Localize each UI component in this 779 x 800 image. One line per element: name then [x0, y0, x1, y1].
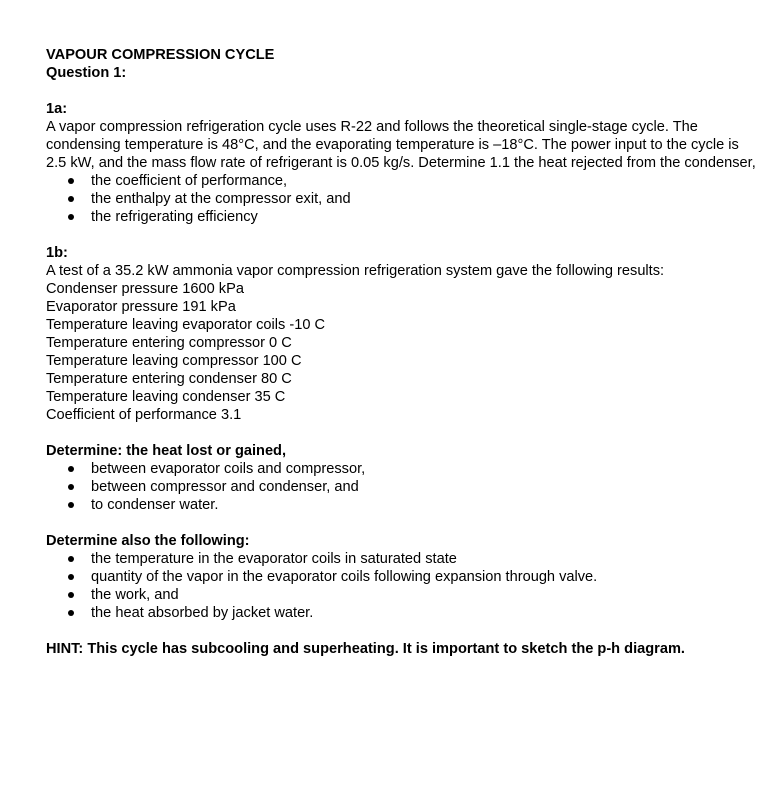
determine-also-bullet: quantity of the vapor in the evaporator coils following expansion through valve. [68, 568, 759, 586]
determine-also-bullet-list [46, 550, 759, 622]
determine-bullet: between evaporator coils and compressor, [68, 460, 759, 478]
determine-also-bullet: the heat absorbed by jacket water. [68, 604, 759, 622]
test-result-line: Temperature leaving evaporator coils -10 C [46, 317, 326, 333]
determine-bullet-list [46, 460, 759, 514]
test-result-line: Condenser pressure 1600 kPa [46, 281, 244, 297]
part-1a-label: 1a: [46, 101, 68, 117]
part-1b-label: 1b: [46, 245, 68, 261]
test-result-line: Temperature leaving condenser 35 C [46, 389, 286, 405]
part-1a-bullet-list [46, 172, 759, 226]
part-1a-text: A vapor compression refrigeration cycle uses R-22 and follows the theoretical single-stage cycle. The condensing temperature is 48°C, and the evaporating temperature is –18°C. The power input to the cycle is 2.5 kW, and the mass flow rate of refrigerant is 0.05 kg/s. Determine 1.1 the heat rejected from the condenser, [46, 119, 756, 171]
part-1a-bullet: the enthalpy at the compressor exit, and [68, 190, 759, 208]
determine-also-heading: Determine also the following: [46, 533, 250, 549]
test-result-line: Temperature entering condenser 80 C [46, 371, 292, 387]
part-1a-bullet: the refrigerating efficiency [68, 208, 759, 226]
test-results-list [46, 280, 759, 424]
test-result-line: Temperature leaving compressor 100 C [46, 353, 302, 369]
part-1a-bullet: the coefficient of performance, [68, 172, 759, 190]
test-result-line: Coefficient of performance 3.1 [46, 407, 242, 423]
hint-text: HINT: This cycle has subcooling and superheating. It is important to sketch the p-h diagram. [46, 641, 685, 657]
determine-bullet: between compressor and condenser, and [68, 478, 759, 496]
test-result-line: Evaporator pressure 191 kPa [46, 299, 236, 315]
determine-also-bullet: the work, and [68, 586, 759, 604]
determine-bullet: to condenser water. [68, 496, 759, 514]
part-1b-intro: A test of a 35.2 kW ammonia vapor compression refrigeration system gave the following results: [46, 263, 665, 279]
test-result-line: Temperature entering compressor 0 C [46, 335, 292, 351]
determine-heading: Determine: the heat lost or gained, [46, 443, 287, 459]
document-title: VAPOUR COMPRESSION CYCLE [46, 47, 275, 63]
determine-also-bullet: the temperature in the evaporator coils in saturated state [68, 550, 759, 568]
question-heading: Question 1: [46, 65, 127, 81]
